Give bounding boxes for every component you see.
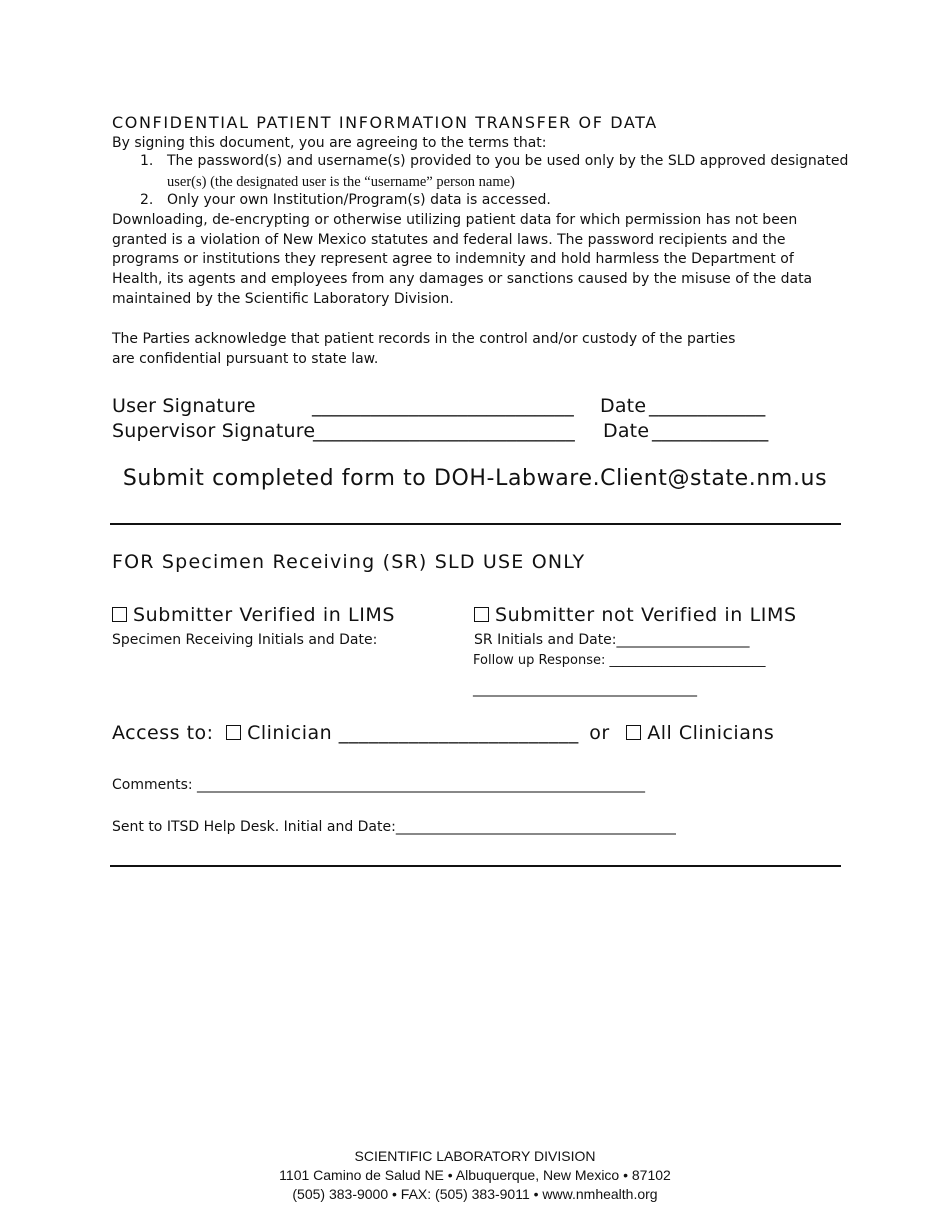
- user-signature-label: User Signature: [112, 395, 256, 417]
- user-date-label: Date: [600, 395, 647, 417]
- supervisor-signature-label: Supervisor Signature: [112, 420, 316, 442]
- followup-response-field[interactable]: Follow up Response: ________________________: [473, 653, 766, 668]
- user-date-field[interactable]: ____________: [649, 395, 766, 417]
- access-row: [112, 722, 774, 744]
- intro-text: By signing this document, you are agreeing to the terms that:: [112, 135, 547, 151]
- all-clinicians-checkbox-icon[interactable]: [626, 725, 641, 740]
- document-title: CONFIDENTIAL PATIENT INFORMATION TRANSFER OF DATA: [112, 113, 658, 132]
- clinician-label: Clinician: [247, 722, 333, 744]
- term-item-1-continued: user(s) (the designated user is the “username” person name): [167, 174, 515, 190]
- verified-label: Submitter Verified in LIMS: [133, 604, 396, 626]
- clinician-field[interactable]: ________________________: [338, 722, 579, 744]
- footer-contact: (505) 383-9000 • FAX: (505) 383-9011 • www.nmhealth.org: [292, 1186, 658, 1202]
- footer-org-name: SCIENTIFIC LABORATORY DIVISION: [354, 1148, 596, 1164]
- checkbox-icon[interactable]: [474, 607, 489, 622]
- supervisor-date-field[interactable]: ____________: [652, 420, 769, 442]
- term-number: 1.: [140, 153, 154, 169]
- footer-address: 1101 Camino de Salud NE • Albuquerque, New Mexico • 87102: [279, 1167, 671, 1183]
- comments-field[interactable]: Comments: ________________________________________________________________: [112, 777, 646, 793]
- submit-instruction: Submit completed form to DOH-Labware.Client@state.nm.us: [122, 466, 828, 491]
- supervisor-date-label: Date: [603, 420, 650, 442]
- followup-response-line-2[interactable]: ________________________________: [473, 681, 697, 697]
- itsd-help-desk-field[interactable]: Sent to ITSD Help Desk. Initial and Date:________________________________________: [112, 819, 676, 835]
- acknowledge-line-1: The Parties acknowledge that patient records in the control and/or custody of the parties: [112, 331, 736, 347]
- verified-checkbox-row[interactable]: [112, 604, 395, 626]
- verified-subtext: Specimen Receiving Initials and Date:: [112, 632, 378, 648]
- sr-initials-field[interactable]: SR Initials and Date:___________________: [474, 632, 750, 648]
- checkbox-icon[interactable]: [112, 607, 127, 622]
- clinician-checkbox-icon[interactable]: [226, 725, 241, 740]
- section-divider-bottom: [110, 865, 841, 867]
- sr-section-heading: FOR Specimen Receiving (SR) SLD USE ONLY: [112, 551, 586, 573]
- term-text: The password(s) and username(s) provided to you be used only by the SLD approved designated: [167, 153, 849, 169]
- section-divider: [110, 523, 841, 525]
- supervisor-signature-field[interactable]: ___________________________: [313, 420, 575, 442]
- or-label: or: [589, 722, 610, 744]
- term-text: Only your own Institution/Program(s) data is accessed.: [167, 192, 551, 208]
- access-label: Access to:: [112, 722, 214, 744]
- user-signature-field[interactable]: ___________________________: [312, 395, 574, 417]
- not-verified-label: Submitter not Verified in LIMS: [495, 604, 797, 626]
- all-clinicians-label: All Clinicians: [647, 722, 775, 744]
- not-verified-checkbox-row[interactable]: [474, 604, 797, 626]
- legal-paragraph: Downloading, de-encrypting or otherwise utilizing patient data for which permission has not been granted is a violation of New Mexico statutes and federal laws. The password recipients and the programs or institutions they represent agree to indemnity and hold harmless the Department of Health, its agents and employees from any damages or sanctions caused by the misuse of the data maintained by the Scientific Laboratory Division.: [112, 212, 813, 307]
- acknowledge-line-2: are confidential pursuant to state law.: [112, 351, 379, 367]
- term-number: 2.: [140, 192, 154, 208]
